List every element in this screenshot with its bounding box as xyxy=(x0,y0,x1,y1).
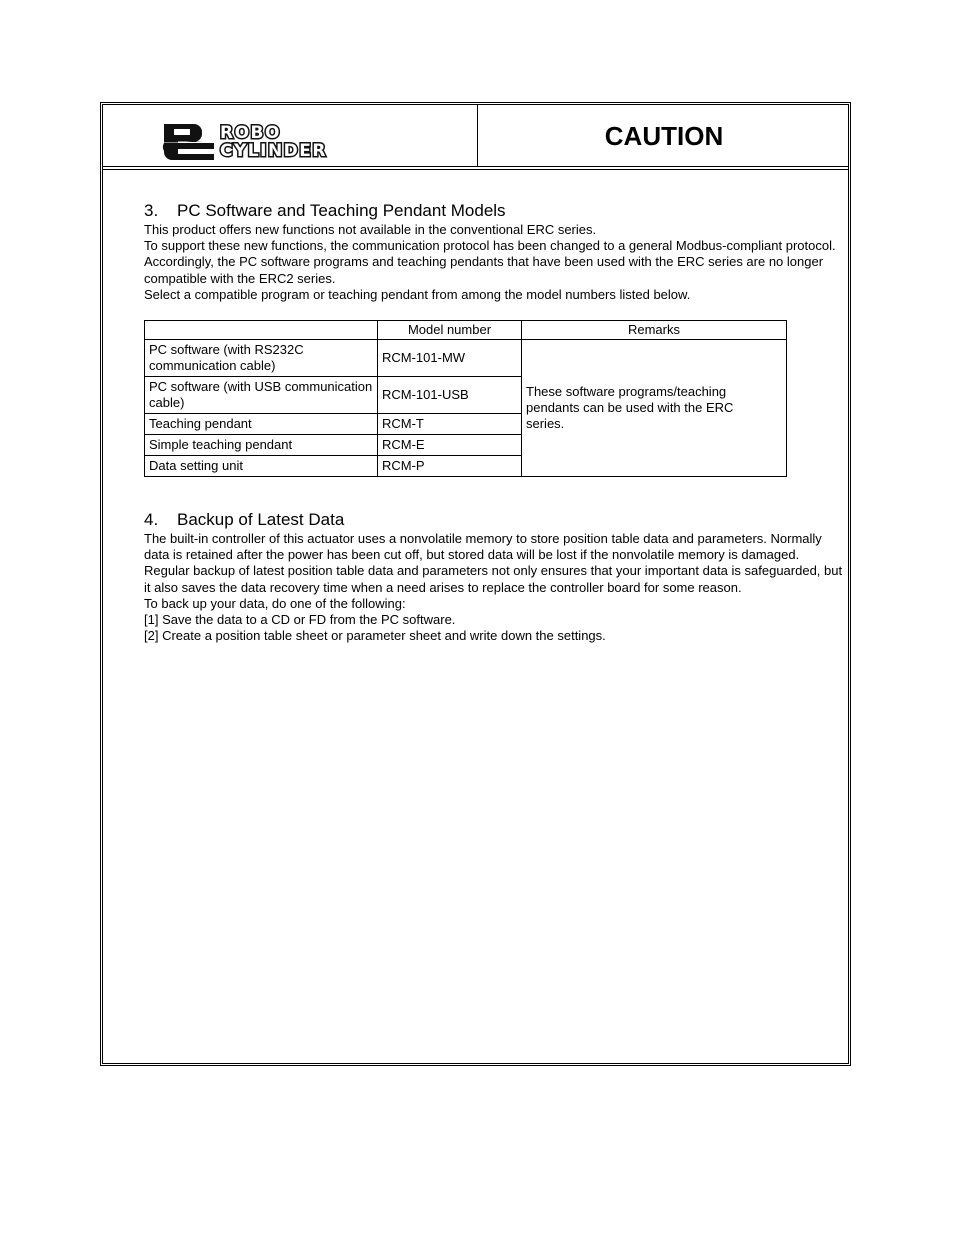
table-cell-item: PC software (with USB communication cable) xyxy=(145,377,378,414)
paragraph: The built-in controller of this actuator uses a nonvolatile memory to store position table data and parameters. Normally data is retained after the power has been cut off, but stored data will be lost if the nonvolatile memory is damaged. xyxy=(144,531,822,563)
paragraph: Regular backup of latest position table data and parameters not only ensures that your important data is safeguarded, but it also saves the data recovery time when a need arises to replace the controller board for some reason. xyxy=(144,563,843,595)
table-header-cell: Remarks xyxy=(522,321,787,340)
table-cell-model: RCM-P xyxy=(378,456,522,477)
table-cell-model: RCM-101-USB xyxy=(378,377,522,414)
table-header-row xyxy=(145,321,787,340)
table-cell-item: Teaching pendant xyxy=(145,414,378,435)
section-pc-software xyxy=(144,201,844,477)
table-cell-model: RCM-T xyxy=(378,414,522,435)
section-title: Backup of Latest Data xyxy=(177,510,345,530)
section-number: 3. xyxy=(144,201,159,220)
table-header-cell xyxy=(145,321,378,340)
table-cell-item: Data setting unit xyxy=(145,456,378,477)
page-content xyxy=(144,201,844,644)
caution-page-frame xyxy=(102,104,849,1064)
paragraph: To back up your data, do one of the following: xyxy=(144,595,406,611)
model-table xyxy=(144,320,787,477)
section-number: 4. xyxy=(144,510,159,530)
table-row xyxy=(145,340,787,377)
page-header xyxy=(103,105,848,167)
table-cell-model: RCM-101-MW xyxy=(378,340,522,377)
paragraph: Select a compatible program or teaching pendant from among the model numbers listed below. xyxy=(144,286,691,302)
logo-text-bottom: CYLINDER xyxy=(220,141,327,161)
section-heading xyxy=(144,201,844,221)
logo-text-top: ROBO xyxy=(220,123,281,143)
table-cell-remarks: These software programs/teaching pendants can be used with the ERC series. xyxy=(522,340,787,477)
section-heading xyxy=(144,510,844,530)
table-header-cell: Model number xyxy=(378,321,522,340)
robo-cylinder-logo xyxy=(160,122,410,162)
list-item: [1] Save the data to a CD or FD from the PC software. xyxy=(144,612,456,628)
section-backup xyxy=(144,510,844,644)
table-cell-item: PC software (with RS232C communication cable) xyxy=(145,340,378,377)
page-title: CAUTION xyxy=(604,120,724,151)
paragraph: This product offers new functions not available in the conventional ERC series. xyxy=(144,222,597,237)
section-title: PC Software and Teaching Pendant Models xyxy=(177,201,506,220)
table-cell-item: Simple teaching pendant xyxy=(145,435,378,456)
table-cell-model: RCM-E xyxy=(378,435,522,456)
list-item: [2] Create a position table sheet or parameter sheet and write down the settings. xyxy=(144,628,606,644)
paragraph: To support these new functions, the communication protocol has been changed to a general Modbus-compliant protocol. Accordingly, the PC software programs and teaching pendants that have been used with the ERC series are no longer compatible with the ERC2 series. xyxy=(144,238,836,286)
